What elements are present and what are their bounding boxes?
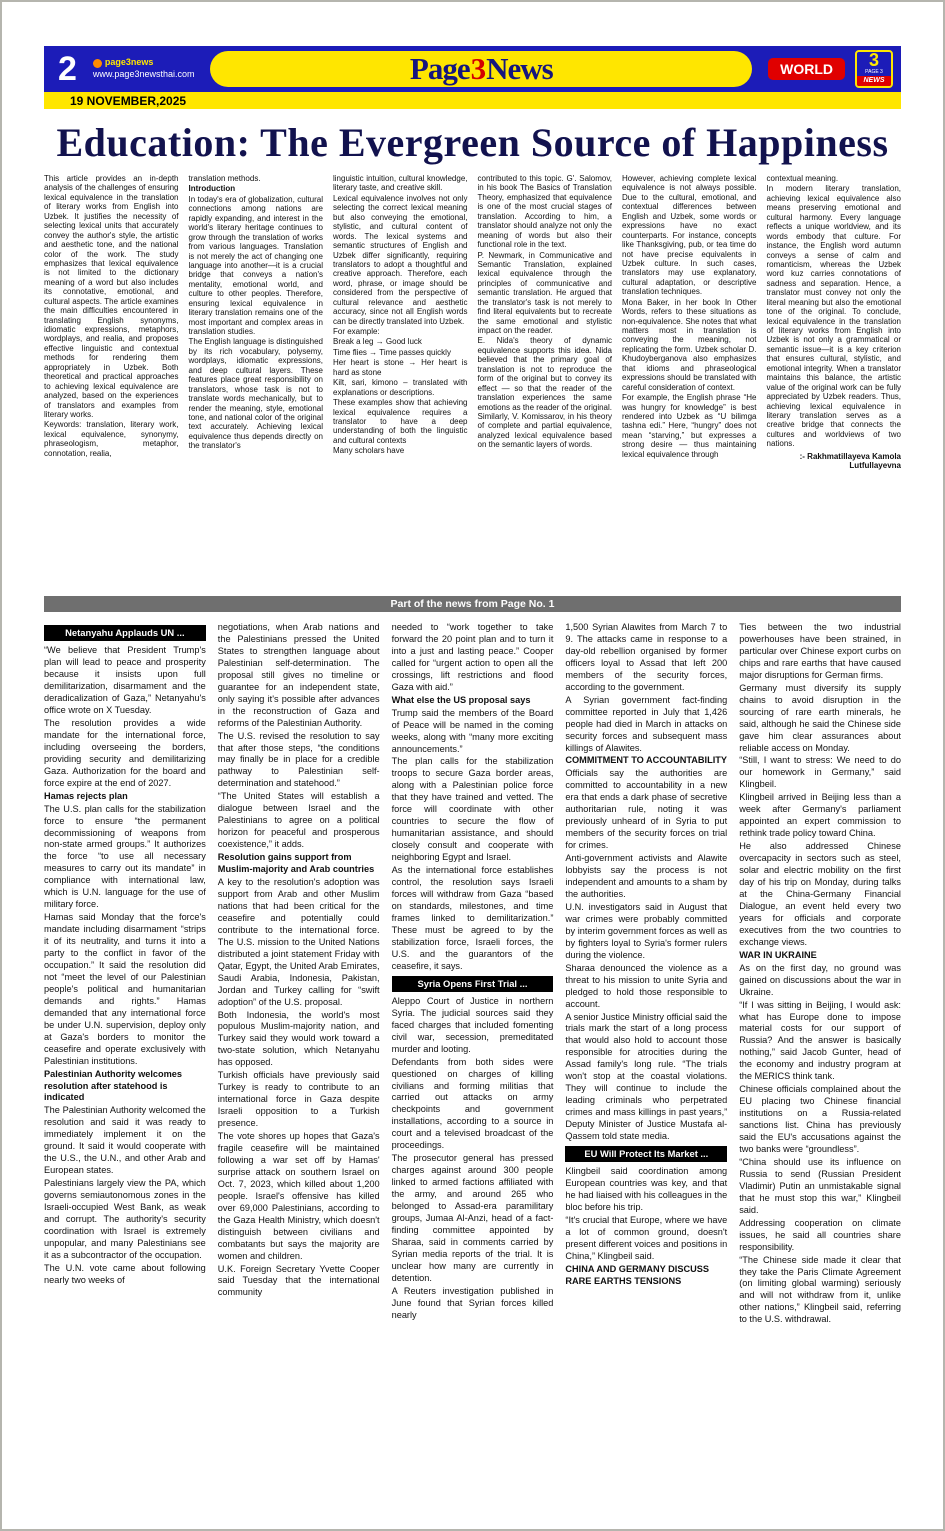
body-paragraph: The Palestinian Authority welcomed the resolution and said it was ready to immediately implement it on the ground. It said it would cooperate with the U.S., the U.N., and other Arab and European states. <box>44 1105 206 1176</box>
news-columns <box>44 622 901 1524</box>
body-paragraph: This article provides an in-depth analysis of the challenges of ensuring lexical equivalence in the translation of literary works from English into Uzbek. It justifies the necessity of selecting lexical units that accurately convey the author's style, the artistic and aesthetic tone, and the national color of the work. The study emphasizes that lexical equivalence is not limited to the dictionary meaning of a word but also includes its connotative, emotional, and cultural aspects. The article examines the main difficulties encountered in translating English synonyms, idiomatic expressions, metaphors, wordplays, and realia, and proposes effective linguistic and contextual methods for rendering them appropriately in Uzbek. Both theoretical and practical approaches to achieving lexical equivalence are analyzed, based on the experiences of translators and examples from literary works. <box>44 174 179 419</box>
news-column <box>739 622 901 1524</box>
body-paragraph: contextual meaning. <box>766 174 839 183</box>
body-paragraph: Sharaa denounced the violence as a threat to his mission to unite Syria and pledged to hold those responsible to account. <box>565 962 728 1009</box>
body-paragraph: The English language is distinguished by its rich vocabulary, polysemy, wordplays, idiomatic expressions, and deep cultural layers. These features place great responsibility on translators, whose task is not to translate words mechanically, but to render the meaning, style, emotional tone, and national color of the original text accurately. Achieving lexical equivalence thus depends directly on the translator's <box>188 337 323 451</box>
section-divider <box>44 596 901 612</box>
body-paragraph: Germany must diversify its supply chains to avoid disruption in the sourcing of rare earth minerals, he said, although he said the Chinese side gave him clear assurances about reliable access on Monday. <box>739 682 901 753</box>
body-paragraph: “Still, I want to stress: We need to do our homework in Germany,” said Klingbeil. <box>739 755 901 790</box>
divider-label: Part of the news from Page No. 1 <box>390 598 555 610</box>
article-column <box>767 174 902 588</box>
body-paragraph: Ties between the two industrial powerhouses have been strained, in particular over Chinese export curbs on chips and rare earths that have caused major disruptions for German firms. <box>739 622 901 680</box>
news-column <box>44 622 206 1524</box>
body-paragraph: Defendants from both sides were questioned on charges of killing civilians and forming militias that carried out attacks on army checkpoints and government installations, according to a source in court and a televised broadcast of the proceedings. <box>391 1056 554 1151</box>
news-column <box>565 622 727 1524</box>
masthead-text-news: News <box>486 51 553 86</box>
body-paragraph: Lexical equivalence involves not only selecting the correct lexical meaning but also conveying the emotional, stylistic, and cultural content of words. The lexical systems and semantic structures of English and Uzbek differ significantly, requiring translators to adopt a thoughtful and creative approach. Therefore, each word, phrase, or image should be considered from the perspective of cultural relevance and aesthetic accuracy, since not all English words can be directly translated into Uzbek. <box>333 193 468 326</box>
logo-page-text: PAGE 3 <box>865 69 883 75</box>
body-paragraph: Anti-government activists and Alawite lobbyists say the process is not independent and amounts to a sham by the authorities. <box>565 853 728 899</box>
body-paragraph: He also addressed Chinese overcapacity in sectors such as steel, solar and electric mobility on the first day of his trip on Monday, during talks at the China-Germany Financial Dialogue, an event held every two years for officials and corporate executives from the two countries to exchange views. <box>739 841 901 947</box>
body-paragraph: contributed to this topic. G'. Salomov, in his book The Basics of Translation Theory, emphasized that equivalence is one of the most crucial stages of translation. According to him, a translator should analyze not only the meaning of words but also their functional role in the text. <box>477 174 612 250</box>
body-paragraph: Officials say the authorities are committed to accountability in a new era that ends a dark phase of secretive authoritarian rule, noting it was previously unheard of in Syria to put members of the security forces on trial for crimes. <box>565 768 728 851</box>
sub-headline: Introduction <box>188 184 236 194</box>
article-column <box>622 174 757 588</box>
body-paragraph: P. Newmark, in Communicative and Semantic Translation, explained lexical equivalence through the principles of communicative and semantic translation. He argued that the translator's task is not merely to find literal equivalents but to recreate the same emotional and stylistic impact on the reader. <box>477 250 612 335</box>
site-label: page3news <box>104 57 154 68</box>
body-paragraph: These examples show that achieving lexical equivalence requires a translator to have a deep understanding of both the linguistic and cultural contexts <box>333 398 468 445</box>
section-badge: WORLD <box>768 58 845 80</box>
body-paragraph: The resolution provides a wide mandate for the international force, including overseeing the borders, providing security and demilitarizing Gaza. Authorization for the board and force expire at the end of 2027. <box>44 717 206 788</box>
sub-headline: CHINA AND GERMANY DISCUSS RARE EARTHS TENSIONS <box>565 1263 709 1286</box>
sub-headline: Hamas rejects plan <box>44 790 128 801</box>
main-headline: Education: The Evergreen Source of Happiness <box>56 120 889 165</box>
body-paragraph: For example, the English phrase “He was hungry for knowledge” is best rendered into Uzbek as “U bilimga tashna edi.” Here, “hungry” does not mean “starving,” but expresses a strong desire — thus maintaining lexical equivalence through <box>622 393 757 459</box>
body-paragraph: The U.N. vote came about following nearly two weeks of <box>44 1262 206 1285</box>
body-paragraph: Keywords: translation, literary work, lexical equivalence, synonymy, phraseologism, metaphor, connotation, realia, <box>44 420 179 458</box>
body-paragraph: U.K. Foreign Secretary Yvette Cooper said Tuesday that the international community <box>217 1263 380 1298</box>
body-paragraph: The U.S. revised the resolution to say that after those steps, “the conditions may finally be in place for a credible pathway to Palestinian self-determination and statehood.” <box>217 730 380 789</box>
body-paragraph: Addressing cooperation on climate issues, he said all countries share responsibility. <box>739 1217 901 1252</box>
body-paragraph: Break a leg → Good luck <box>333 337 422 347</box>
body-paragraph: The vote shores up hopes that Gaza's fragile ceasefire will be maintained following a war set off by Hamas' surprise attack on southern Israel on Oct. 7, 2023, which killed about 1,200 people. Israel's offensive has killed over 69,000 Palestinians, according to the Gaza Health Ministry, which doesn't distinguish between civilians and combatants but says the majority are women and children. <box>217 1131 380 1261</box>
body-paragraph: Both Indonesia, the world's most populous Muslim-majority nation, and Turkey said they would work toward a two-state solution, which Netanyahu has opposed. <box>217 1009 380 1068</box>
body-paragraph: Her heart is stone → Her heart is hard as stone <box>333 358 468 377</box>
body-paragraph: Klingbeil arrived in Beijing less than a week after Germany's parliament appointed an expert commission to rethink trade policy toward China. <box>739 792 901 839</box>
article-column <box>44 174 179 588</box>
body-paragraph: For example: <box>333 327 380 336</box>
body-paragraph: “We believe that President Trump's plan will lead to peace and prosperity because it insists upon full demilitarization, disarmament and the deradicalization of Gaza,” Netanyahu's office wrote on X Tuesday. <box>44 645 206 715</box>
date-text: 19 NOVEMBER,2025 <box>70 93 187 108</box>
body-paragraph: As the international force establishes control, the resolution says Israeli forces will withdraw from Gaza “based on standards, milestones, and time frames linked to demilitarization.” These must be agreed to by the stabilization force, Israeli forces, the U.S. and the guarantors of the ceasefire, it says. <box>391 865 554 971</box>
sub-headline: What else the US proposal says <box>391 694 531 705</box>
body-paragraph: Trump said the members of the Board of Peace will be named in the coming weeks, along with “many more exciting announcements.” <box>391 707 554 754</box>
body-paragraph: U.N. investigators said in August that war crimes were probably committed by interim government forces as well as by fighters loyal to Syria's former rulers during the violence. <box>565 901 728 960</box>
body-paragraph: A senior Justice Ministry official said the trials mark the start of a long process that would also hold to account those responsible for atrocities during the Assad family's long rule. “The trials won't stop at the coastal violations. They will continue to include the leading criminals who perpetrated crimes and mass killings in past years,” Deputy Minister of Justice Mustafa al-Qassem told state media. <box>565 1011 728 1142</box>
sub-headline: COMMITMENT TO ACCOUNTABILITY <box>565 755 728 766</box>
body-paragraph: The plan calls for the stabilization troops to secure Gaza border areas, along with a Palestinian police force that they have trained and vetted. The force will coordinate with other countries to secure the flow of humanitarian assistance, and should closely consult and cooperate with neighboring Egypt and Israel. <box>391 756 554 863</box>
body-paragraph: Many scholars have <box>333 446 405 456</box>
sub-headline: WAR IN UKRAINE <box>739 949 817 960</box>
article-column <box>478 174 613 588</box>
date-bar <box>44 92 901 109</box>
article-column <box>189 174 324 588</box>
article-column <box>333 174 468 588</box>
body-paragraph: Mona Baker, in her book In Other Words, refers to these situations as non-equivalence. She notes that what matters most in translation is conveying the meaning, not replicating the form. Uzbek scholar D. Khudoyberganova also emphasizes that idioms and phraseological expressions should be translated with careful consideration of context. <box>622 297 757 392</box>
logo-number: 3 <box>868 50 879 70</box>
page3news-icon <box>93 59 102 68</box>
body-paragraph: The U.S. plan calls for the stabilization force to ensure “the permanent decommissioning of weapons from non-state armed groups.” It authorizes the force “to use all necessary measures to carry out its mandate” in compliance with international law, which is U.N. language for the use of military force. <box>44 803 206 910</box>
page-number: 2 <box>58 50 77 88</box>
body-paragraph: In modern literary translation, achieving lexical equivalence also means preserving emotional and cultural harmony. Every language reflects a unique worldview, and its words embody that culture. For instance, the English word autumn conveys a sense of calm and romanticism, whereas the Uzbek word kuz carries connotations of sadness and separation. Hence, a translator must convey not only the literal meaning but also the emotional tone of the original. To conclude, lexical equivalence in the translation of literary works from English into Uzbek is not only a grammatical or semantic issue—it is a key criterion that ensures cultural, stylistic, and emotional integrity. When a translator maintains this balance, the artistic value of the original work can be fully appreciated by Uzbek readers. Thus, achieving lexical equivalence in literary translation serves as a creative bridge that connects the cultures and worldviews of two nations. <box>766 184 901 449</box>
body-paragraph: Klingbeil said coordination among European countries was key, and that he had liaised with his colleagues in the bloc before his trip. <box>565 1166 728 1213</box>
body-paragraph: Time flies → Time passes quickly <box>333 347 451 357</box>
body-paragraph: “The United States will establish a dialogue between Israel and the Palestinians to agree on a political horizon for peaceful and prosperous coexistence,” it adds. <box>217 791 380 850</box>
news-column <box>218 622 380 1524</box>
sub-headline: Resolution gains support from Muslim-majority and Arab countries <box>217 852 375 875</box>
body-paragraph: negotiations, when Arab nations and the Palestinians pressed the United States to strengthen language about Palestinian self-determination. The proposal still gives no timeline or guarantee for an independent state, only saying it's possible after advances in the reconstruction of Gaza and reforms of the Palestinian Authority. <box>217 622 380 728</box>
news-column <box>392 622 554 1524</box>
author-byline: :- Rakhmatillayeva Kamola Lutfullayevna <box>799 451 901 471</box>
body-paragraph: Chinese officials complained about the EU placing two Chinese financial institutions on a Russia-related sanctions list. China has previously said the EU's accusations against the two banks were “groundless”. <box>739 1084 901 1154</box>
body-paragraph: “It's crucial that Europe, where we have a lot of common ground, doesn't present different voices and positions in China,” Klingbeil said. <box>565 1215 728 1261</box>
body-paragraph: A Syrian government fact-finding committee reported in July that 1,426 people had died in March in attacks on security forces and subsequent mass killings of Alawites. <box>565 694 728 753</box>
body-paragraph: “China should use its influence on Russia to send (Russian President Vladimir) Putin an unmistakable signal that he must stop this war,” Klingbeil said. <box>739 1156 901 1215</box>
masthead-bar <box>44 46 901 92</box>
body-paragraph: Aleppo Court of Justice in northern Syria. The judicial sources said they faced charges that included fomenting civil war, secession, premeditated murder and looting. <box>391 995 554 1054</box>
body-paragraph: “If I was sitting in Beijing, I would ask: what has Europe done to impose material costs for our support of Russia? And the answer is basically nothing,” said Jacob Gunter, head of the economy and industry program at the MERICS think tank. <box>739 999 901 1082</box>
masthead-text-3: 3 <box>470 51 486 86</box>
page3news-logo <box>855 50 893 88</box>
body-paragraph: A key to the resolution's adoption was support from Arab and other Muslim nations that had been critical for the ceasefire and potentially could contribute to the international force. The U.S. mission to the United Nations distributed a joint statement Friday with Qatar, Egypt, the United Arab Emirates, Saudi Arabia, Indonesia, Pakistan, Jordan and Turkey calling for “swift adoption” of the U.S. proposal. <box>217 877 380 1007</box>
body-paragraph: Kilt, sari, kimono – translated with explanations or descriptions. <box>333 378 468 397</box>
body-paragraph: As on the first day, no ground was gained on discussions about the war in Ukraine. <box>739 962 901 997</box>
news-section-headline: Netanyahu Applauds UN ... <box>44 625 206 641</box>
body-paragraph: A Reuters investigation published in June found that Syrian forces killed nearly <box>391 1285 554 1320</box>
body-paragraph: However, achieving complete lexical equivalence is not always possible. Due to the cultural, emotional, and contextual differences between English and Uzbek, some words or expressions have no exact counterparts. For instance, concepts like Thanksgiving, pub, or tea time do not have precise equivalents in Uzbek culture. In such cases, translators may use explanatory, cultural adaptation, or descriptive translation techniques. <box>622 174 757 297</box>
body-paragraph: In today's era of globalization, cultural connections among nations are rapidly expanding, and interest in the world's literary heritage continues to grow through the translation of works from various languages. Translation is not merely the act of changing one language into another—it is a crucial bridge that conveys a nation's mentality, emotional world, and culture to other peoples. Therefore, ensuring lexical equivalence in literary translation remains one of the most important and complex areas in translation studies. <box>188 194 323 336</box>
sub-headline: Palestinian Authority welcomes resolution after statehood is indicated <box>44 1068 183 1103</box>
body-paragraph: Hamas said Monday that the force's mandate including disarmament “strips it of its neutrality, and turns it into a party to the conflict in favor of the occupation.” It said the resolution did not “meet the level of our Palestinian people's political and humanitarian demands and rights.” Hamas demanded that any international force be under U.N. supervision, deploy only at Gaza's borders to monitor the ceasefire and operate exclusively with Palestinian institutions. <box>44 912 206 1066</box>
body-paragraph: E. Nida's theory of dynamic equivalence supports this idea. Nida believed that the primary goal of translation is not to reproduce the form of the original but to convey its effect — so that the reader of the translation experiences the same emotions as the reader of the original. Similarly, V. Komissarov, in his theory of complete and partial equivalence, analyzed lexical equivalence based on the semantic layers of words. <box>477 336 612 450</box>
body-paragraph: 1,500 Syrian Alawites from March 7 to 9. The attacks came in response to a day-old rebellion organised by former officers loyal to Assad that left 200 members of the security forces, according to the government. <box>565 622 728 692</box>
masthead-banner <box>210 51 752 87</box>
body-paragraph: needed to “work together to take forward the 20 point plan and to turn it into a just and lasting peace.” Cooper called for “urgent action to open all the crossings, lift restrictions and flood Gaza with aid.” <box>391 622 554 692</box>
body-paragraph: translation methods. <box>188 174 261 183</box>
news-section-headline: Syria Opens First Trial ... <box>392 976 554 992</box>
article-columns <box>44 174 901 588</box>
body-paragraph: “The Chinese side made it clear that they take the Paris Climate Agreement (on limiting global warming) seriously and will not withdraw from it, unlike other nations,” Klingbeil said, referring to the U.S. withdrawal. <box>739 1254 901 1325</box>
news-section-headline: EU Will Protect Its Market ... <box>565 1146 727 1162</box>
body-paragraph: Palestinians largely view the PA, which governs semiautonomous zones in the Israeli-occupied West Bank, as weak and corrupt. The authority's security coordination with Israel is extremely unpopular, and many Palestinians see it as a subcontractor of the occupation. <box>44 1178 206 1260</box>
site-info <box>93 57 195 80</box>
logo-news-text: NEWS <box>857 76 891 86</box>
body-paragraph: Turkish officials have previously said Turkey is ready to contribute to an international force in Gaza despite Israeli opposition to a Turkish presence. <box>217 1070 380 1129</box>
masthead-text-page: Page <box>409 51 470 86</box>
website-url: www.page3newsthai.com <box>92 69 195 79</box>
body-paragraph: linguistic intuition, cultural knowledge, literary taste, and creative skill. <box>333 174 468 193</box>
body-paragraph: The prosecutor general has pressed charges against around 300 people linked to armed factions affiliated with the army, and around 265 who belonged to Assad-era paramilitary groups, Jumaa Al-Anzi, head of a fact-finding committee appointed by Sharaa, said in comments carried by Syrian media reports of the trial. It is unclear how many are currently in detention. <box>391 1153 554 1283</box>
